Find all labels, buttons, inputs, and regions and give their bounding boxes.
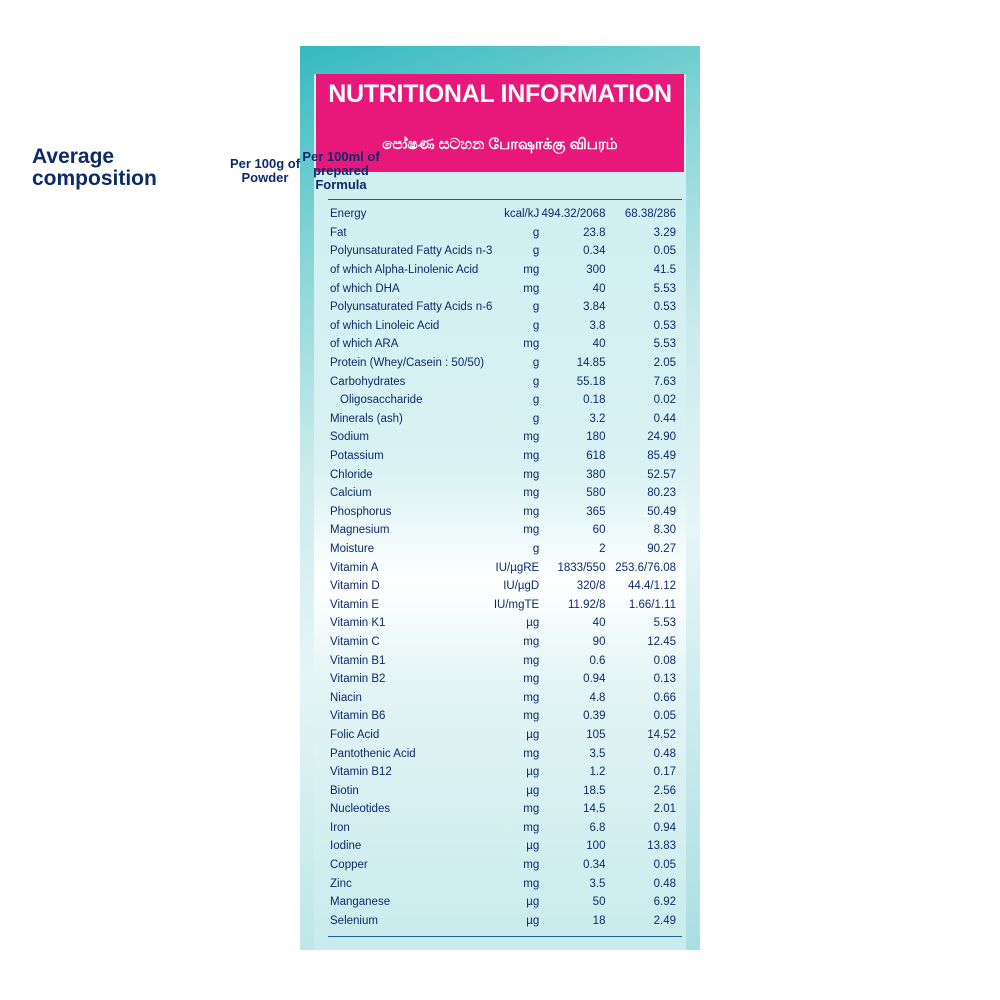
value-per-100ml: 0.44 — [653, 412, 676, 425]
value-per-100ml: 0.05 — [653, 859, 676, 872]
table-row — [330, 354, 676, 373]
value-per-100ml: 0.08 — [653, 654, 676, 667]
nutrient-name: Folic Acid — [330, 728, 380, 741]
nutrient-name: Fat — [330, 226, 347, 239]
header-average-composition: Average composition — [32, 145, 157, 190]
value-per-100g: 50 — [592, 896, 606, 909]
table-row — [330, 912, 676, 931]
header-divider — [328, 199, 682, 200]
title-local: පෝෂණ සටහන போஷாக்கு விபரம் — [382, 136, 618, 153]
nutrient-unit: mg — [523, 282, 540, 295]
value-per-100ml: 0.02 — [653, 394, 676, 407]
table-row — [330, 595, 676, 614]
table-row — [330, 781, 676, 800]
header-per-100ml: Per 100ml of prepared Formula — [302, 149, 380, 192]
nutrient-name: Vitamin B2 — [330, 673, 386, 686]
nutrient-unit: µg — [526, 914, 540, 927]
nutrient-unit: IU/µgRE — [495, 561, 540, 574]
table-row — [330, 800, 676, 819]
nutrient-unit: µg — [526, 728, 540, 741]
table-row — [330, 670, 676, 689]
table-row — [330, 614, 676, 633]
table-row — [330, 819, 676, 838]
table-row — [330, 893, 676, 912]
value-per-100ml: 253.6/76.08 — [615, 561, 676, 574]
value-per-100ml: 0.94 — [653, 821, 676, 834]
table-row — [330, 856, 676, 875]
nutrient-name: of which ARA — [330, 338, 399, 351]
value-per-100g: 618 — [586, 450, 606, 463]
nutrient-unit: g — [532, 226, 540, 239]
value-per-100g: 1.2 — [589, 766, 606, 779]
table-row — [330, 484, 676, 503]
nutrient-name: Energy — [330, 208, 367, 221]
nutrient-unit: mg — [523, 710, 540, 723]
table-row — [330, 577, 676, 596]
value-per-100ml: 2.49 — [653, 914, 676, 927]
value-per-100g: 0.18 — [583, 394, 606, 407]
value-per-100ml: 1.66/1.11 — [628, 598, 676, 611]
nutrient-name: Potassium — [330, 450, 384, 463]
table-row — [330, 651, 676, 670]
value-per-100g: 580 — [586, 487, 606, 500]
value-per-100ml: 3.29 — [653, 226, 676, 239]
table-row — [330, 224, 676, 243]
nutrient-name: Niacin — [330, 691, 362, 704]
table-row — [330, 279, 676, 298]
nutrient-name: Oligosaccharide — [340, 394, 423, 407]
nutrient-name: Protein (Whey/Casein : 50/50) — [330, 357, 485, 370]
value-per-100g: 3.2 — [589, 412, 606, 425]
value-per-100ml: 12.45 — [647, 635, 676, 648]
value-per-100ml: 0.66 — [653, 691, 676, 704]
value-per-100g: 2 — [599, 542, 606, 555]
value-per-100ml: 0.53 — [653, 301, 676, 314]
value-per-100ml: 14.52 — [647, 728, 676, 741]
value-per-100g: 11.92/8 — [567, 598, 606, 611]
nutrient-unit: mg — [523, 487, 540, 500]
nutrient-name: Polyunsaturated Fatty Acids n-3 — [330, 245, 493, 258]
nutrient-unit: mg — [523, 468, 540, 481]
value-per-100ml: 52.57 — [647, 468, 676, 481]
nutrient-unit: µg — [526, 617, 540, 630]
nutrient-name: Iodine — [330, 840, 362, 853]
header-per-100g: Per 100g of Powder — [229, 156, 301, 185]
value-per-100g: 3.8 — [589, 319, 606, 332]
value-per-100g: 14.5 — [583, 803, 606, 816]
value-per-100g: 0.34 — [583, 245, 606, 258]
value-per-100g: 14.85 — [576, 357, 606, 370]
value-per-100g: 55.18 — [576, 375, 606, 388]
table-bottom-divider — [328, 936, 682, 937]
nutrient-unit: mg — [523, 264, 540, 277]
nutrient-name: of which Linoleic Acid — [330, 319, 440, 332]
nutrient-unit: mg — [523, 505, 540, 518]
value-per-100ml: 2.05 — [653, 357, 676, 370]
nutrient-unit: mg — [523, 431, 540, 444]
table-row — [330, 521, 676, 540]
nutrient-unit: µg — [526, 896, 540, 909]
nutrient-unit: mg — [523, 654, 540, 667]
value-per-100g: 18 — [592, 914, 606, 927]
value-per-100ml: 24.90 — [647, 431, 676, 444]
value-per-100g: 3.5 — [589, 877, 606, 890]
nutrient-name: Calcium — [330, 487, 372, 500]
value-per-100ml: 7.63 — [653, 375, 676, 388]
nutrient-unit: mg — [523, 691, 540, 704]
value-per-100g: 380 — [586, 468, 606, 481]
value-per-100ml: 5.53 — [653, 282, 676, 295]
nutrient-name: Magnesium — [330, 524, 390, 537]
nutrient-unit: IU/µgD — [503, 580, 540, 593]
value-per-100ml: 68.38/286 — [624, 208, 676, 221]
value-per-100g: 60 — [592, 524, 606, 537]
nutrient-unit: IU/mgTE — [493, 598, 540, 611]
value-per-100ml: 0.05 — [653, 710, 676, 723]
nutrient-name: Vitamin C — [330, 635, 380, 648]
value-per-100ml: 0.05 — [653, 245, 676, 258]
nutrient-name: Minerals (ash) — [330, 412, 403, 425]
table-row — [330, 261, 676, 280]
nutrient-name: Moisture — [330, 542, 375, 555]
value-per-100ml: 0.13 — [653, 673, 676, 686]
nutrient-unit: mg — [523, 635, 540, 648]
nutrient-name: of which Alpha-Linolenic Acid — [330, 264, 479, 277]
value-per-100ml: 44.4/1.12 — [628, 580, 676, 593]
value-per-100ml: 0.48 — [653, 747, 676, 760]
value-per-100ml: 5.53 — [653, 338, 676, 351]
nutrient-name: Zinc — [330, 877, 352, 890]
value-per-100g: 0.6 — [589, 654, 606, 667]
value-per-100ml: 6.92 — [653, 896, 676, 909]
nutrient-name: Vitamin D — [330, 580, 380, 593]
table-row — [330, 503, 676, 522]
nutrient-unit: g — [532, 375, 540, 388]
value-per-100g: 1833/550 — [557, 561, 606, 574]
value-per-100g: 0.39 — [583, 710, 606, 723]
nutrient-name: Vitamin E — [330, 598, 380, 611]
value-per-100g: 0.34 — [583, 859, 606, 872]
title-english: NUTRITIONAL INFORMATION — [328, 80, 672, 108]
value-per-100g: 40 — [592, 617, 606, 630]
value-per-100g: 4.8 — [589, 691, 606, 704]
nutrient-unit: µg — [526, 784, 540, 797]
nutrient-name: Polyunsaturated Fatty Acids n-6 — [330, 301, 493, 314]
table-row — [330, 707, 676, 726]
table-row — [330, 744, 676, 763]
table-row — [330, 726, 676, 745]
nutrient-name: Pantothenic Acid — [330, 747, 416, 760]
table-row — [330, 558, 676, 577]
table-row — [330, 335, 676, 354]
value-per-100g: 18.5 — [583, 784, 606, 797]
table-row — [330, 763, 676, 782]
value-per-100ml: 5.53 — [653, 617, 676, 630]
nutrient-name: Biotin — [330, 784, 359, 797]
nutrient-name: Vitamin A — [330, 561, 379, 574]
table-row — [330, 874, 676, 893]
value-per-100g: 300 — [586, 264, 606, 277]
nutrient-name: Vitamin B1 — [330, 654, 386, 667]
nutrient-name: of which DHA — [330, 282, 400, 295]
table-row — [330, 317, 676, 336]
value-per-100ml: 13.83 — [647, 840, 676, 853]
value-per-100g: 3.5 — [589, 747, 606, 760]
table-row — [330, 391, 676, 410]
value-per-100ml: 80.23 — [647, 487, 676, 500]
nutrient-unit: mg — [523, 821, 540, 834]
table-row — [330, 298, 676, 317]
nutrition-table — [330, 205, 676, 930]
nutrient-name: Nucleotides — [330, 803, 391, 816]
table-row — [330, 428, 676, 447]
value-per-100ml: 50.49 — [647, 505, 676, 518]
value-per-100g: 23.8 — [583, 226, 606, 239]
value-per-100g: 3.84 — [583, 301, 606, 314]
value-per-100g: 180 — [586, 431, 606, 444]
value-per-100g: 105 — [586, 728, 606, 741]
table-row — [330, 242, 676, 261]
value-per-100g: 40 — [592, 338, 606, 351]
table-row — [330, 410, 676, 429]
nutrient-unit: g — [532, 301, 540, 314]
value-per-100ml: 0.48 — [653, 877, 676, 890]
nutrient-name: Iron — [330, 821, 350, 834]
nutrient-unit: mg — [523, 673, 540, 686]
nutrient-unit: g — [532, 412, 540, 425]
nutrient-unit: mg — [523, 524, 540, 537]
value-per-100g: 494.32/2068 — [541, 208, 606, 221]
value-per-100ml: 8.30 — [653, 524, 676, 537]
nutrient-unit: µg — [526, 840, 540, 853]
nutrient-unit: g — [532, 357, 540, 370]
table-row — [330, 633, 676, 652]
table-row — [330, 447, 676, 466]
nutrient-unit: mg — [523, 338, 540, 351]
value-per-100g: 0.94 — [583, 673, 606, 686]
value-per-100ml: 0.17 — [653, 766, 676, 779]
table-row — [330, 540, 676, 559]
nutrient-name: Chloride — [330, 468, 373, 481]
table-row — [330, 837, 676, 856]
table-row — [330, 688, 676, 707]
value-per-100g: 40 — [592, 282, 606, 295]
value-per-100g: 320/8 — [576, 580, 606, 593]
nutrient-unit: g — [532, 245, 540, 258]
nutrient-name: Vitamin B6 — [330, 710, 386, 723]
value-per-100ml: 90.27 — [647, 542, 676, 555]
value-per-100g: 6.8 — [589, 821, 606, 834]
nutrient-unit: mg — [523, 747, 540, 760]
nutrient-name: Manganese — [330, 896, 391, 909]
value-per-100ml: 85.49 — [647, 450, 676, 463]
table-row — [330, 205, 676, 224]
value-per-100g: 100 — [586, 840, 606, 853]
value-per-100ml: 41.5 — [653, 264, 676, 277]
nutrient-name: Phosphorus — [330, 505, 392, 518]
value-per-100ml: 0.53 — [653, 319, 676, 332]
nutrient-unit: mg — [523, 859, 540, 872]
nutrient-unit: µg — [526, 766, 540, 779]
nutrient-name: Vitamin K1 — [330, 617, 386, 630]
table-row — [330, 372, 676, 391]
nutrient-unit: mg — [523, 450, 540, 463]
nutrient-name: Copper — [330, 859, 368, 872]
value-per-100g: 90 — [592, 635, 606, 648]
nutrient-unit: mg — [523, 877, 540, 890]
nutrient-name: Vitamin B12 — [330, 766, 392, 779]
nutrient-unit: g — [532, 542, 540, 555]
value-per-100g: 365 — [586, 505, 606, 518]
nutrient-unit: kcal/kJ — [504, 208, 540, 221]
nutrient-unit: mg — [523, 803, 540, 816]
nutrient-unit: g — [532, 319, 540, 332]
nutrient-name: Carbohydrates — [330, 375, 406, 388]
nutrient-name: Selenium — [330, 914, 378, 927]
value-per-100ml: 2.01 — [653, 803, 676, 816]
value-per-100ml: 2.56 — [653, 784, 676, 797]
nutrient-unit: g — [532, 394, 540, 407]
table-row — [330, 465, 676, 484]
nutrient-name: Sodium — [330, 431, 369, 444]
